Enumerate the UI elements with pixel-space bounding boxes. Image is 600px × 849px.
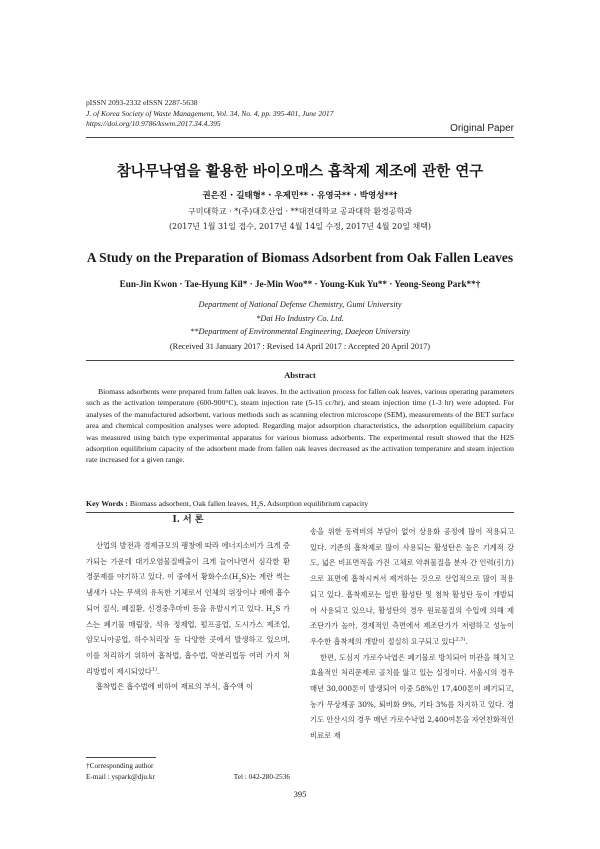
paper-type-label: Original Paper	[450, 123, 514, 134]
header-divider	[86, 137, 514, 138]
left-column	[86, 510, 290, 695]
keywords-label: Key Words :	[86, 499, 128, 508]
corresponding-author-footnote	[86, 760, 290, 782]
keywords-text-after: S, Adsorption equilibrium capacity	[259, 499, 369, 508]
continued-text-end: .	[465, 636, 468, 646]
english-affiliations	[0, 298, 600, 339]
doi-link[interactable]: https://doi.org/10.9786/kswm.2017.34.4.395	[86, 119, 221, 128]
keywords-subscript: 2	[256, 505, 259, 511]
english-dates: (Received 31 January 2017 : Revised 14 April 2017 : Accepted 20 April 2017)	[169, 342, 431, 351]
affiliation-2: *Dai Ho Industry Co. Ltd.	[256, 313, 344, 323]
korean-affiliations: 구미대학교 · *(주)대호산업 · **대전대학교 공과대학 환경공학과	[187, 207, 413, 216]
email[interactable]: E-mail : yspark@dju.kr	[86, 772, 155, 781]
english-title: A Study on the Preparation of Biomass Adsorbent from Oak Fallen Leaves	[86, 250, 514, 265]
keywords	[86, 499, 514, 509]
abstract-heading: Abstract	[284, 370, 316, 380]
issn-line: pISSN 2093-2332 eISSN 2287-5638	[86, 98, 198, 107]
continued-text: 송을 위한 동력비의 부담이 없어 상용화 공정에 많이 적용되고 있다. 기존의 흡착제로 많이 사용되는 활성탄은 높은 기계적 강도, 넓은 비표면적을 가진 고체로 악취물질을 분자 간 인력(引力)으로 표면에 흡착시켜서 제거하는 것으로 산업적으로 많이 적용되고 있다. 흡착제로는 일반 활성탄 및 첨착 활성탄 등이 개발되어 사용되고 있으나, 활성탄의 경우 원료물질의 수입에 의해 제조단가가 높아, 경제적인 측면에서 제조단가가 저렴하고 성능이 우수한 흡착제의 개발이 절실히 요구되고 있다	[310, 527, 514, 646]
intro-text-b: S)는 계란 썩는 냄새가 나는 무색의 유독한 기체로서 인체의 위장이나 폐에 흡수되어 질식, 폐질환, 신경중추마비 등을 유발시키고 있다. H	[86, 572, 290, 613]
korean-authors: 권은진 · 길태형* · 우제민** · 유영국** · 박영성**†	[202, 191, 398, 201]
journal-citation: J. of Korea Society of Waste Management, Vol. 34, No. 4, pp. 395-401, June 2017	[86, 108, 334, 118]
page-number: 395	[293, 789, 307, 799]
intro-text-a: 산업의 발전과 경제규모의 팽창에 따라 에너지소비가 크게 증가되는 가운데 대기오염물질배출이 크게 늘어나면서 심각한 환경문제를 야기하고 있다. 이 중에서 황화수소(H	[86, 541, 290, 582]
reference-marker: 2,3)	[455, 636, 466, 643]
intro-paragraph-2: 흡착법은 흡수법에 비하여 재료의 부식, 흡수액 이	[96, 682, 254, 692]
telephone: Tel : 042-280-2536	[233, 772, 290, 781]
korean-title: 참나무낙엽을 활용한 바이오매스 흡착제 제조에 관한 연구	[116, 164, 484, 180]
reference-marker: 1)	[151, 666, 157, 673]
corresponding-label: †Corresponding author	[86, 761, 154, 770]
intro-text-c: S 가스는 폐기물 매립장, 석유 정제업, 펄프공업, 도시가스 제조업, 암모니아공업, 하수처리장 등 다양한 곳에서 발생하고 있으며, 이를 처리하기 위하여 흡착법, 흡수법, 막분리법등 여러 가지 처리방법이 제시되었다	[86, 603, 290, 676]
intro-paragraph-3: 한편, 도심지 가로수낙엽은 폐기물로 방치되어 미관을 해치고 효율적인 처리문제로 골치를 앓고 있는 실정이다. 서울시의 경우 매년 30,000톤이 발생되어 이중 58%인 17,400톤이 폐기되고, 농가 무상제공 30%, 퇴비화 9%, 기타 3%를 차지하고 있다. 경기도 안산시의 경우 매년 가로수낙엽 2,400여톤을 자연친화적인 비료로 재	[310, 652, 514, 741]
intro-paragraph-1	[86, 538, 290, 679]
keywords-text: Biomass adsorbent, Oak fallen leaves, H	[129, 499, 257, 508]
h2s-subscript-2: 2	[272, 609, 276, 616]
affiliation-3: **Department of Environmental Engineering, Daejeon University	[190, 327, 410, 336]
intro-paragraph-continued	[310, 524, 514, 650]
section-heading-introduction: I. 서 론	[172, 515, 204, 525]
korean-dates: (2017년 1월 31일 접수, 2017년 4월 14일 수정, 2017년 4월 20일 채택)	[168, 222, 432, 231]
abstract-body: Biomass adsorbents were prepared from fallen oak leaves. In the activation process for fallen oak leaves, various operating parameters such as the activation temperature (600-900°C), steam injection rate (5-15 cc/hr), and steam injection time (1-3 hr) were adopted. For analyses of the manufactured adsorbent, various methods such as scanning electron microscope (SEM), measurements of the BET surface area and chemical composition analyses were adopted. Regarding major adsorption characteristics, the adsorption equilibrium capacity was measured using batch type experimental apparatus for various biomass adsorbents. The experimental result showed that the H2S adsorption equilibrium capacity of the adsorbent made from fallen oak leaves decreased as the activation temperature and steam injection rate increased for a given range.	[86, 387, 514, 465]
abstract-top-divider	[86, 360, 514, 361]
affiliation-1: Department of National Defense Chemistry, Gumi University	[198, 300, 402, 309]
journal-header	[86, 98, 506, 130]
english-authors: Eun-Jin Kwon · Tae-Hyung Kil* · Je-Min Woo** · Young-Kuk Yu** · Yeong-Seong Park**†	[119, 279, 481, 289]
h2s-subscript: 2	[238, 577, 242, 584]
footnote-divider	[86, 757, 156, 758]
right-column	[310, 524, 514, 744]
intro-text-end: .	[156, 666, 160, 676]
